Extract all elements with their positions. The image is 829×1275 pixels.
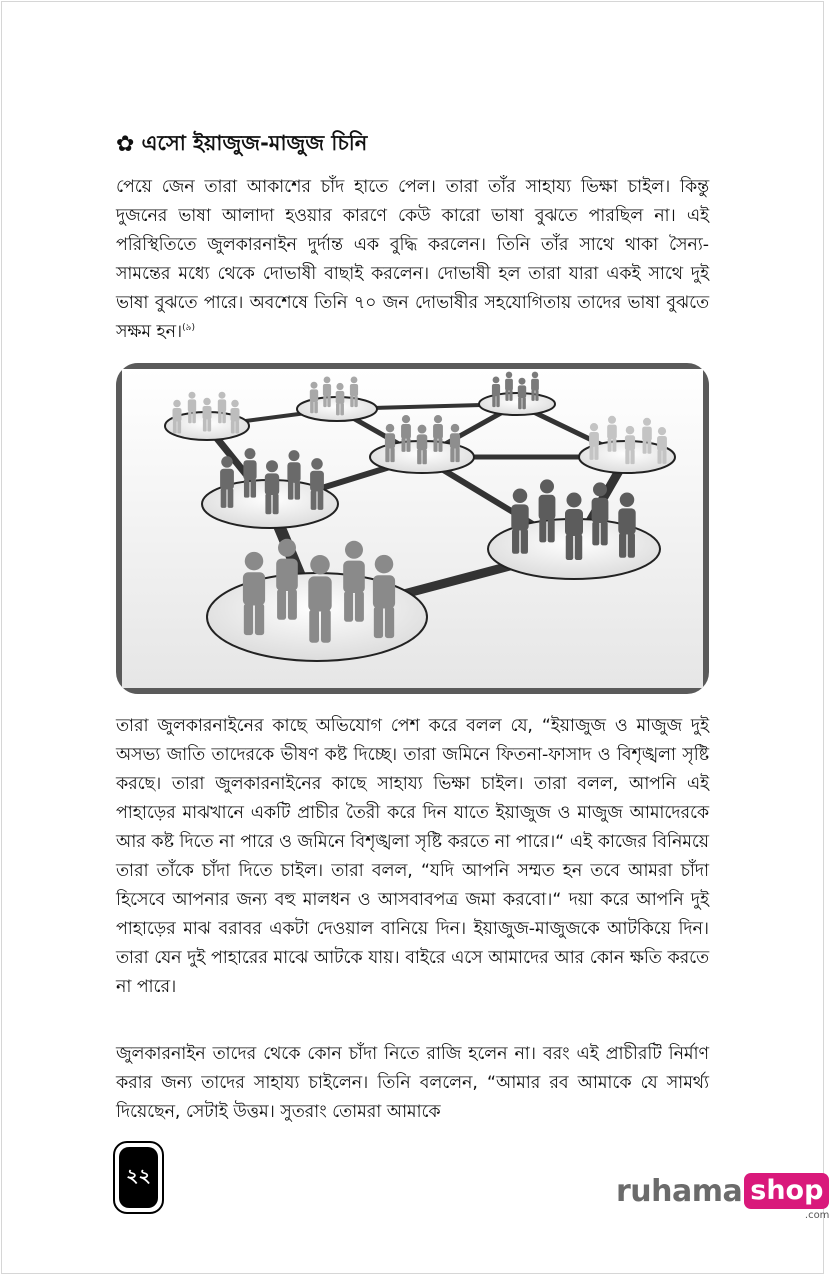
ruhamashop-logo bbox=[616, 1173, 829, 1221]
page-number-badge bbox=[113, 1141, 164, 1214]
logo-brand-text: ruhama bbox=[616, 1174, 743, 1209]
paragraph-1-text: পেয়ে জেন তারা আকাশের চাঁদ হাতে পেল। তারা তাঁর সাহায্য ভিক্ষা চাইল। কিন্তু দুজনের ভাষা আলাদা হওয়ার কারণে কেউ কারো ভাষা বুঝতে পারছিল না। এই পরিস্থিতিতে জুলকারনাইন দুর্দান্ত এক বুদ্ধি করলেন। তিনি তাঁর সাথে থাকা সৈন্য-সামন্তের মধ্যে থেকে দোভাষী বাছাই করলেন। দোভাষী হল তারা যারা একই সাথে দুই ভাষা বুঝতে পারে। অবশেষে তিনি ৭০ জন দোভাষীর সহযোগিতায় তাদের ভাষা বুঝতে সক্ষম হন। bbox=[116, 177, 709, 342]
flower-ornament-icon: ✿ bbox=[116, 131, 135, 157]
logo-domain-text: .com bbox=[804, 1210, 829, 1221]
footnote-marker: (৯) bbox=[182, 323, 195, 334]
paragraph-3: জুলকারনাইন তাদের থেকে কোন চাঁদা নিতে রাজি হলেন না। বরং এই প্রাচীরটি নির্মাণ করার জন্য তাদের সাহায্য চাইলেন। তিনি বললেন, “আমার রব আমাকে যে সামর্থ্য দিয়েছেন, সেটাই উত্তম। সুতরাং তোমরা আমাকে bbox=[116, 1044, 709, 1122]
paragraph-2: তারা জুলকারনাইনের কাছে অভিযোগ পেশ করে বলল যে, “ইয়াজুজ ও মাজুজ দুই অসভ্য জাতি তাদেরকে ভীষণ কষ্ট দিচ্ছে। তারা জমিনে ফিতনা-ফাসাদ ও বিশৃঙ্খলা সৃষ্টি করছে। তারা জুলকারনাইনের কাছে সাহায্য ভিক্ষা চাইল। তারা বলল, আপনি এই পাহাড়ের মাঝখানে একটি প্রাচীর তৈরী করে দিন যাতে ইয়াজুজ ও মাজুজ আমাদেরকে আর কষ্ট দিতে না পারে ও জমিনে বিশৃঙ্খলা সৃষ্টি করতে না পারে।“ এই কাজের বিনিময়ে তারা তাঁকে চাঁদা দিতে চাইল। তারা বলল, “যদি আপনি সম্মত হন তবে আমরা চাঁদা হিসেবে আপনার জন্য বহু মালধন ও আসবাবপত্র জমা করবো।“ দয়া করে আপনি দুই পাহাড়ের মাঝ বরাবর একটা দেওয়াল বানিয়ে দিন। ইয়াজুজ-মাজুজকে আটকিয়ে দিন। তারা যেন দুই পাহারের মাঝে আটকে যায়। বাইরে এসে আমাদের আর কোন ক্ষতি করতে না পারে। bbox=[116, 716, 709, 997]
paragraph-1 bbox=[116, 173, 709, 347]
section-title: এসো ইয়াজুজ-মাজুজ চিনি bbox=[141, 131, 368, 155]
logo-shop-badge: shop bbox=[744, 1173, 829, 1209]
people-network-illustration bbox=[116, 363, 709, 694]
people-network-illustration-icon bbox=[122, 369, 703, 688]
section-heading bbox=[116, 127, 367, 162]
page-number: ২২ bbox=[119, 1147, 158, 1208]
